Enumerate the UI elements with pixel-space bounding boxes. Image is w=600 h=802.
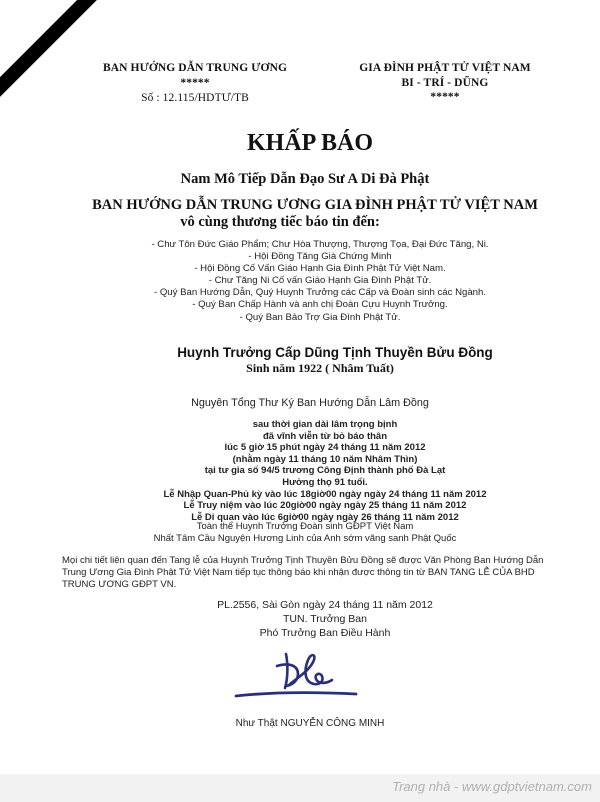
header-right-stars: ***** [430,91,460,103]
signer-name: Như Thật NGUYỄN CÔNG MINH [235,718,385,729]
deceased-name: Huynh Trưởng Cấp Dũng Tịnh Thuyền Bửu Đồng [177,345,493,360]
document-number: Số : 12.115/HDTƯ/TB [141,92,249,104]
footer-site: Trang nhà - www.gdptvietnam.com [392,779,592,794]
signoff-date: PL.2556, Sài Gòn ngày 24 tháng 11 năm 2012 [217,599,433,611]
announcement-line: Lễ Truy niệm vào lúc 20giờ00 ngày ngày 25 tháng 11 năm 2012 [183,500,467,512]
announcement-line: (nhằm ngày 11 tháng 10 năm Nhâm Thìn) [232,453,418,465]
list-item: - Quý Ban Bảo Trợ Gia Đình Phật Tử. [239,311,401,323]
invocation: Nam Mô Tiếp Dẫn Đạo Sư A Di Đà Phật [180,171,430,187]
list-item: - Hội Đồng Tăng Già Chứng Minh [248,251,392,263]
list-item: - Quý Ban Chấp Hành và anh chị Đoàn Cựu Huynh Trưởng. [192,299,448,311]
list-item: - Chư Tăng Ni Cố vấn Giáo Hạnh Gia Đình Phật Tử. [208,275,432,287]
announcement-line: đã vĩnh viễn từ bỏ báo thân [262,430,388,442]
condolence [0,521,600,545]
announcement [0,419,600,523]
header-right [340,61,550,105]
announcement-line: sau thời gian dài lâm trọng bịnh [252,419,398,430]
funeral-note: Mọi chi tiết liên quan đến Tang lễ của Huynh Trưởng Tịnh Thuyền Bửu Đồng sẽ được Văn Phòng Ban Hướng Dẫn Trung Ương Gia Đình Phật Tử Việt Nam tiếp tục thông báo khi nhận được thông tin từ BAN TANG LỄ CỦA BHD TRUNG ƯƠNG GĐPT VN. [62,555,544,591]
condolence-line: Toàn thể Huynh Trưởng Đoàn sinh GĐPT Việt Nam [196,521,414,532]
header-left [90,61,300,106]
announcement-line: Hưởng thọ 91 tuổi. [282,476,368,488]
announcement-line: Lễ Nhập Quan-Phủ kỳ vào lúc 18giờ00 ngày ngày 24 tháng 11 năm 2012 [163,488,487,500]
signature-image [232,646,362,704]
deceased-position: Nguyên Tổng Thư Ký Ban Hướng Dẫn Lâm Đồng [191,397,429,409]
list-item: - Hội Đồng Cố Vấn Giáo Hạnh Gia Đình Phật Tử Việt Nam. [194,263,446,275]
condolence-line: Nhất Tâm Cầu Nguyện Hương Linh của Anh sớm vãng sanh Phật Quốc [153,533,457,544]
announcement-line: Lễ Di quan vào lúc 6giờ00 ngày ngày 26 tháng 11 năm 2012 [191,511,459,523]
announcement-line: tại tư gia số 94/5 trương Công Định thành phố Đà Lạt [204,465,446,477]
header-left-stars: ***** [180,76,210,89]
issuer: BAN HƯỚNG DẪN TRUNG ƯƠNG GIA ĐÌNH PHẬT TỬ VIỆT NAM [92,197,538,213]
document-title: KHẤP BÁO [246,130,373,156]
list-item: - Quý Ban Hướng Dẫn, Quý Huynh Trưởng các Cấp và Đoàn sinh các Ngành. [153,287,487,299]
header-right-org: GIA ĐÌNH PHẬT TỬ VIỆT NAM [359,62,531,74]
signoff [0,598,600,640]
announcement-line: lúc 5 giờ 15 phút ngày 24 tháng 11 năm 2012 [224,442,426,454]
signoff-role: Phó Trưởng Ban Điều Hành [259,627,391,639]
deceased-born: Sinh năm 1922 ( Nhâm Tuất) [246,361,394,375]
list-item: - Chư Tôn Đức Giáo Phẩm; Chư Hòa Thượng, Thượng Tọa, Đại Đức Tăng, Ni. [151,239,489,250]
header-left-org: BAN HƯỚNG DẪN TRUNG ƯƠNG [102,62,288,74]
header-right-motto: BI - TRÍ - DŨNG [401,76,489,89]
issuer-sub: vô cùng thương tiếc báo tin đến: [180,214,380,230]
recipients-list [60,239,580,324]
signoff-on-behalf: TUN. Trưởng Ban [283,613,367,625]
